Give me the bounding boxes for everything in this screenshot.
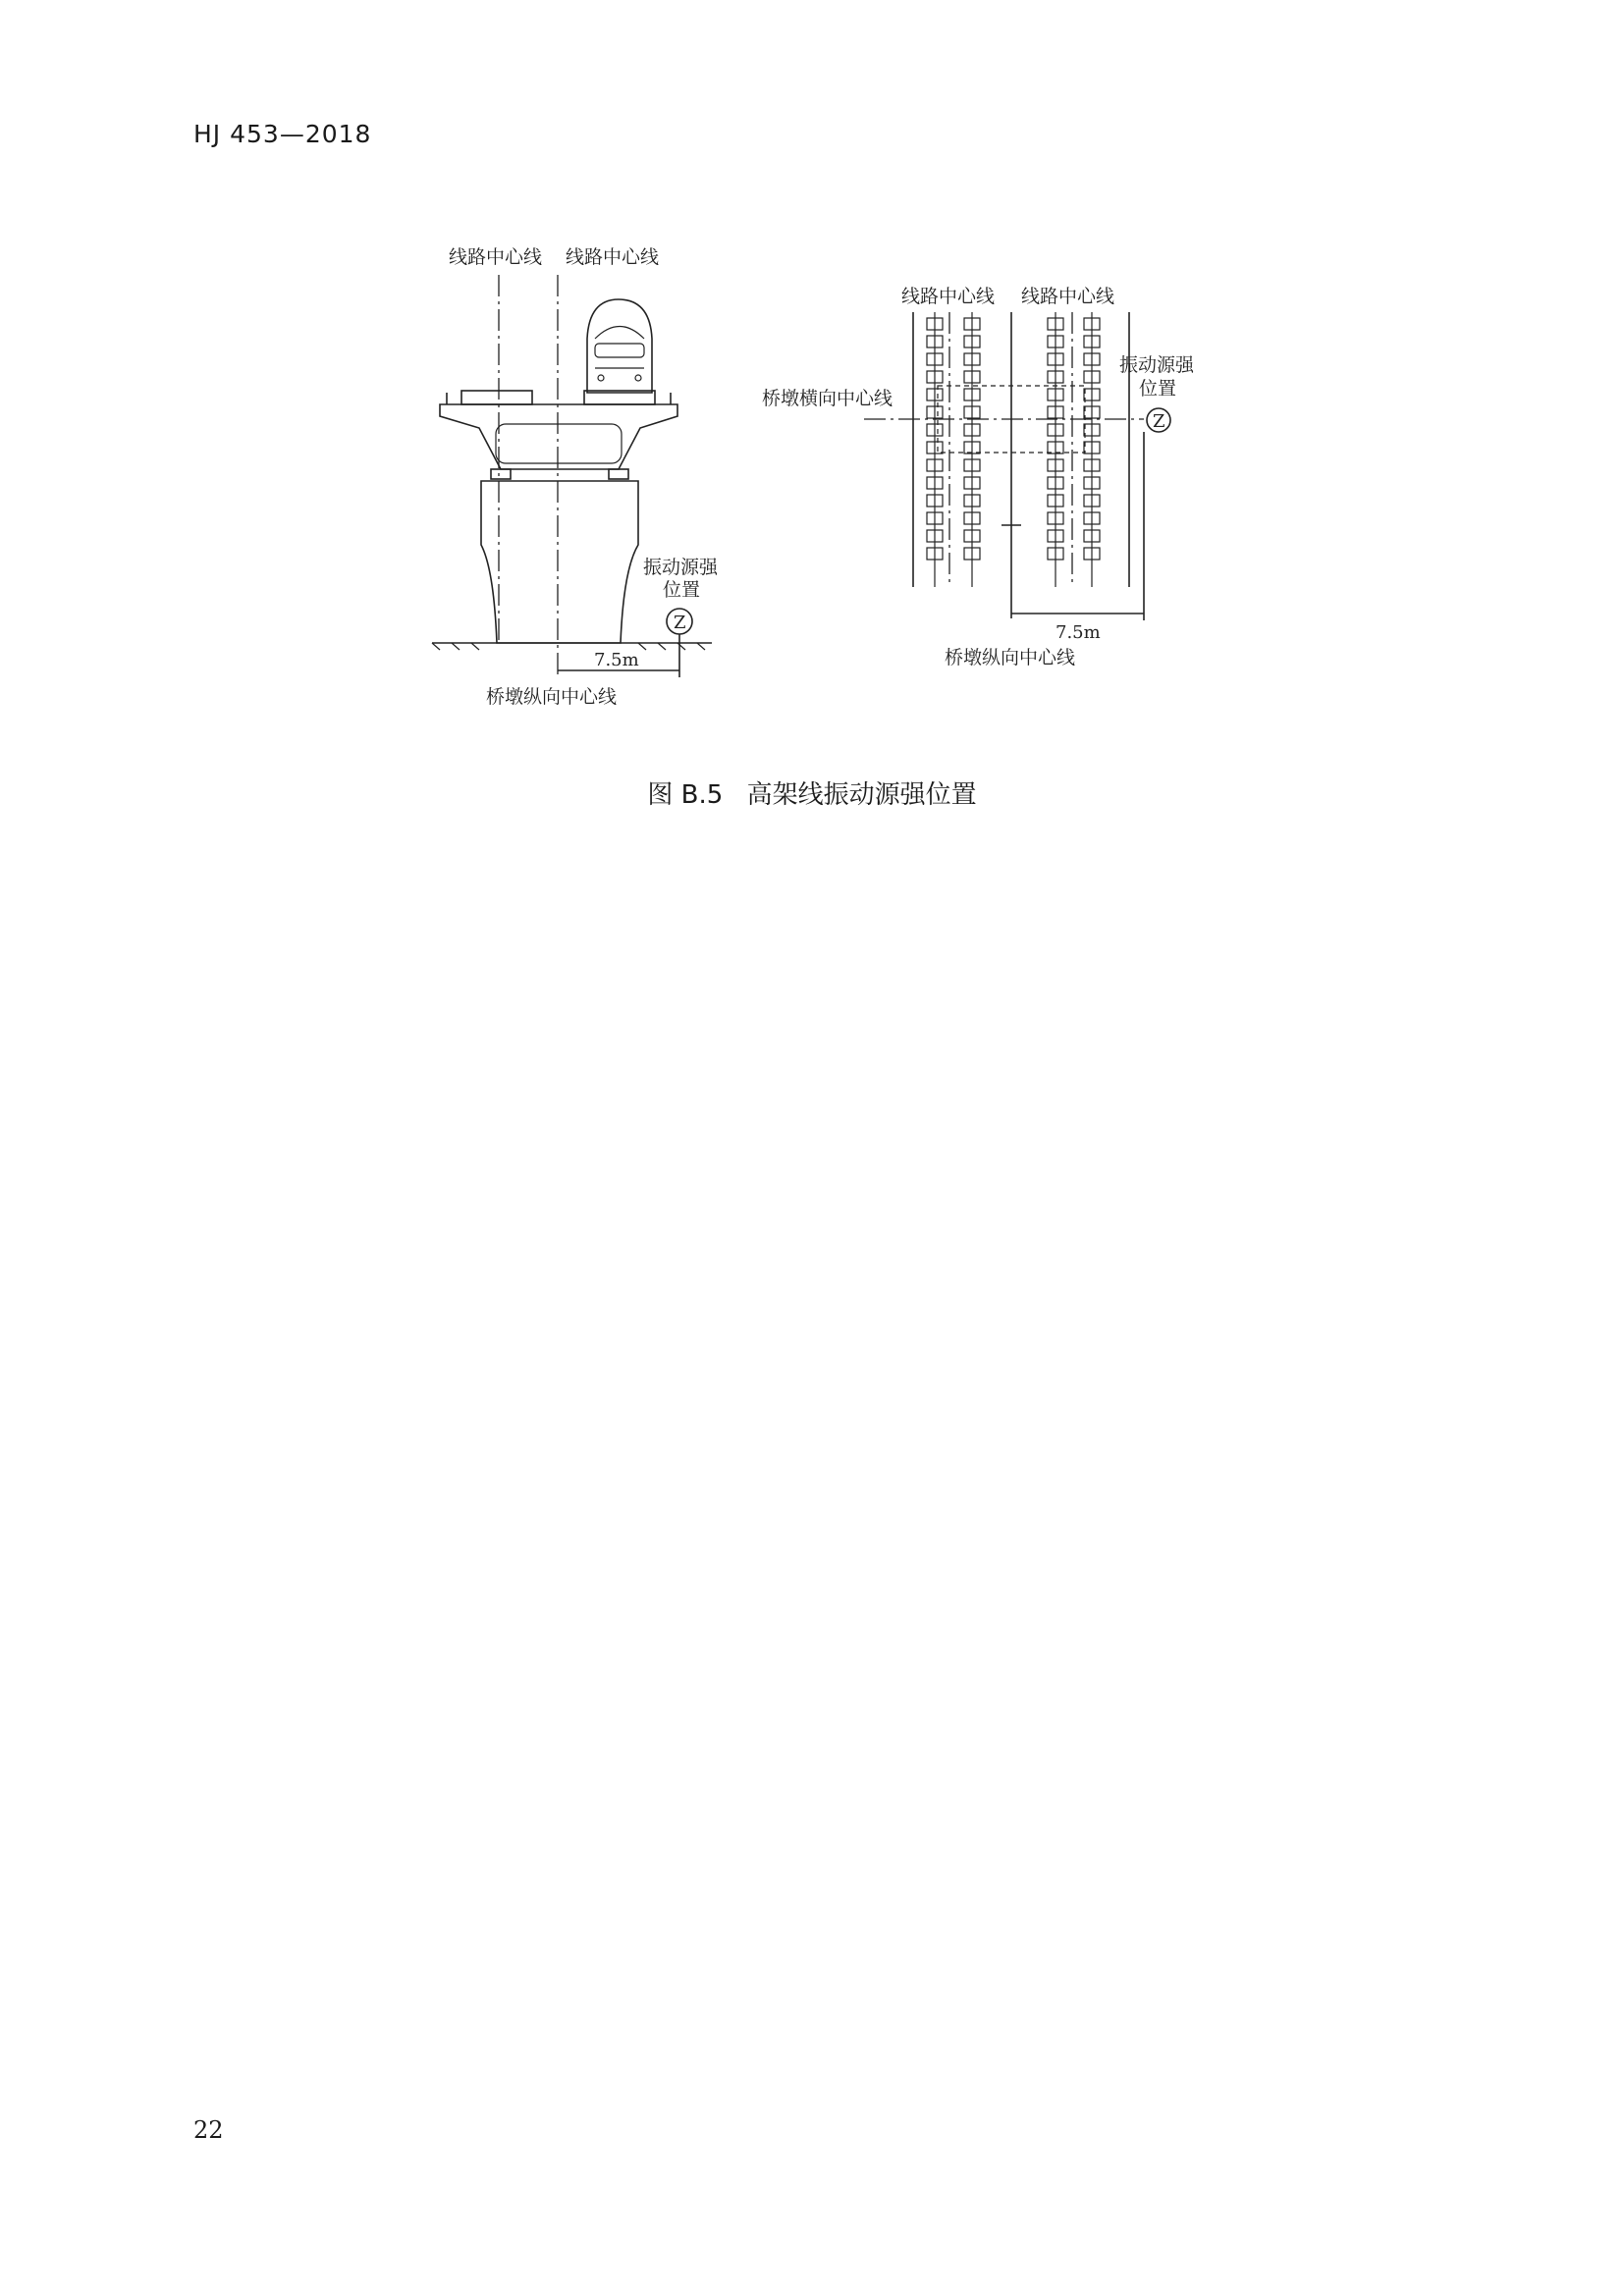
elevated-line-figure	[0, 0, 1624, 746]
figure-number: 图 B.5	[647, 780, 724, 810]
figure-title: 高架线振动源强位置	[746, 780, 977, 810]
pier	[481, 481, 638, 643]
right-source-marker-text: Z	[1153, 411, 1165, 432]
cross-section-view	[432, 246, 719, 708]
left-line-center-label-1: 线路中心线	[449, 246, 543, 268]
left-distance: 7.5m	[594, 650, 639, 670]
left-source-label-line1: 振动源强	[643, 557, 719, 578]
right-source-label-line2: 位置	[1139, 378, 1177, 400]
left-source-marker-text: Z	[674, 613, 686, 633]
right-line-center-label-1: 线路中心线	[901, 286, 996, 307]
bearing-left	[491, 469, 511, 479]
figure-caption	[0, 774, 1624, 811]
right-pier-label: 桥墩纵向中心线	[945, 647, 1076, 668]
bearing-right	[609, 469, 628, 479]
ground-hatch	[432, 643, 705, 650]
box-girder	[440, 404, 677, 469]
left-pier-label: 桥墩纵向中心线	[486, 686, 618, 708]
sleeper-pattern	[927, 312, 1100, 587]
left-line-center-label-2: 线路中心线	[566, 246, 660, 268]
left-track-bed-1	[461, 391, 532, 404]
right-distance: 7.5m	[1056, 622, 1101, 643]
train-icon	[587, 299, 652, 393]
right-line-center-label-2: 线路中心线	[1021, 286, 1115, 307]
plan-view	[762, 286, 1195, 668]
right-transverse-label: 桥墩横向中心线	[762, 388, 893, 409]
left-source-label-line2: 位置	[663, 579, 701, 601]
document-standard-code: HJ 453—2018	[193, 120, 372, 148]
right-source-label-line1: 振动源强	[1119, 354, 1195, 376]
page-number: 22	[193, 2116, 224, 2144]
